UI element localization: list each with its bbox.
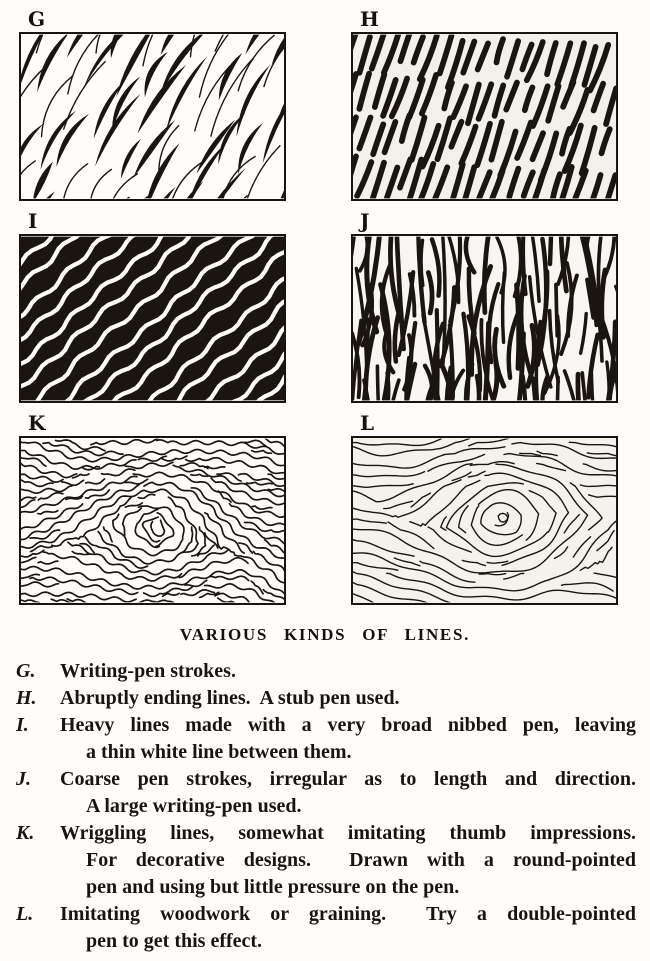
- panel-label-i: I: [28, 209, 39, 233]
- specimen-plate: [0, 8, 650, 605]
- specimen-panel-g: [19, 8, 286, 201]
- panel-label-h: H: [360, 7, 380, 31]
- heavy-broad-nib-lines-artwork: [21, 236, 284, 401]
- wriggling-thumbprint-lines-artwork: [21, 438, 284, 603]
- caption-letter: G.: [16, 660, 36, 682]
- caption-line: Abruptly ending lines. A stub pen used.: [60, 687, 400, 709]
- caption-line: For decorative designs. Drawn with a round-pointed: [86, 849, 636, 871]
- woodgrain-lines-artwork: [353, 438, 616, 603]
- panel-label-j: J: [360, 209, 371, 233]
- panel-label-g: G: [28, 7, 47, 31]
- plate-title: VARIOUS KINDS OF LINES.: [179, 625, 471, 644]
- specimen-panel-j: [351, 210, 618, 403]
- caption-item-l: [15, 901, 636, 955]
- caption-text: [60, 658, 636, 685]
- panel-label-l: L: [360, 411, 376, 435]
- caption-line: Coarse pen strokes, irregular as to length and direction.: [60, 768, 636, 790]
- caption-letter: I.: [16, 714, 29, 736]
- caption-line: Wriggling lines, somewhat imitating thumb impressions.: [60, 822, 636, 844]
- caption-item-i: [15, 712, 636, 766]
- panel-frame: [19, 234, 286, 403]
- caption-line: a thin white line between them.: [86, 741, 352, 763]
- caption-text: [60, 901, 636, 955]
- caption-item-g: [15, 658, 636, 685]
- caption-item-j: [15, 766, 636, 820]
- panel-frame: [351, 234, 618, 403]
- caption-text: [60, 820, 636, 901]
- specimen-panel-i: [19, 210, 286, 403]
- panel-label-k: K: [28, 411, 47, 435]
- caption-letter: J.: [16, 768, 31, 790]
- specimen-panel-h: [351, 8, 618, 201]
- caption-line: pen to get this effect.: [86, 930, 263, 952]
- caption-text: [60, 712, 636, 766]
- abruptly-ending-stub-pen-lines-artwork: [353, 34, 616, 199]
- caption-line: Heavy lines made with a very broad nibbed pen, leaving: [60, 714, 636, 736]
- caption-line: A large writing-pen used.: [86, 795, 302, 817]
- caption-item-k: [15, 820, 636, 901]
- caption-letter: K.: [16, 822, 35, 844]
- specimen-panel-k: [19, 412, 286, 605]
- panel-frame: [19, 32, 286, 201]
- panel-frame: [19, 436, 286, 605]
- caption-text: [60, 766, 636, 820]
- panel-frame: [351, 436, 618, 605]
- caption-line: Writing-pen strokes.: [60, 660, 236, 682]
- specimen-panel-l: [351, 412, 618, 605]
- caption-letter: L.: [16, 903, 34, 925]
- caption-text: [60, 685, 636, 712]
- caption-letter: H.: [16, 687, 37, 709]
- coarse-irregular-pen-strokes-artwork: [353, 236, 616, 401]
- caption-line: pen and using but little pressure on the pen.: [86, 876, 460, 898]
- caption-item-h: [15, 685, 636, 712]
- writing-pen-strokes-artwork: [21, 34, 284, 199]
- panel-frame: [351, 32, 618, 201]
- caption-list: [0, 658, 650, 955]
- caption-line: Imitating woodwork or graining. Try a double-pointed: [60, 903, 636, 925]
